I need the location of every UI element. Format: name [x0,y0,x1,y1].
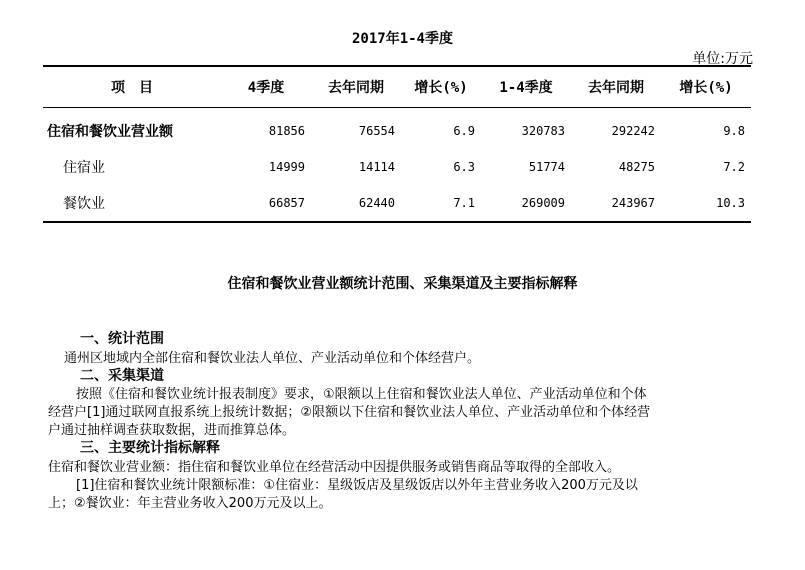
header-q4: 4季度 [221,66,311,108]
section-heading: 三、主要统计指标解释 [80,440,220,456]
section-text: 经营户[1]通过联网直报系统上报统计数据；②限额以下住宿和餐饮业法人单位、产业活动单位和个体经营 [48,405,651,420]
notes-title: 住宿和餐饮业营业额统计范围、采集渠道及主要指标解释 [227,276,578,292]
cell: 14114 [358,160,395,174]
header-q4-growth: 增长(%) [401,66,481,108]
cell: 9.8 [723,124,745,138]
cell: 51774 [528,160,565,174]
header-q4-last-year: 去年同期 [311,66,401,108]
cell: 62440 [358,196,395,210]
table-row [43,149,751,185]
section-text: 按照《住宿和餐饮业统计报表制度》要求，①限额以上住宿和餐饮业法人单位、产业活动单位和个体 [76,387,647,402]
cell: 81856 [268,124,305,138]
cell: 76554 [358,124,395,138]
unit-label: 单位:万元 [692,51,753,67]
row-name: 餐饮业 [63,196,105,212]
table-row [43,108,751,150]
section-text: 户通过抽样调查获取数据，进而推算总体。 [48,423,296,438]
section-heading: 一、统计范围 [80,331,164,347]
header-q1-4-growth: 增长(%) [661,66,751,108]
table-header-row [43,66,751,108]
cell: 66857 [268,196,305,210]
header-item: 项 目 [43,66,221,108]
cell: 48275 [618,160,655,174]
cell: 292242 [611,124,655,138]
cell: 320783 [521,124,565,138]
table-row [43,185,751,222]
cell: 10.3 [716,196,745,210]
cell: 243967 [611,196,655,210]
footnote: 上；②餐饮业：年主营业务收入200万元及以上。 [48,496,332,511]
cell: 6.9 [453,124,475,138]
cell: 7.1 [453,196,475,210]
data-table [43,65,751,223]
cell: 269009 [521,196,565,210]
header-q1-4-last-year: 去年同期 [571,66,661,108]
section-text: 住宿和餐饮业营业额：指住宿和餐饮业单位在经营活动中因提供服务或销售商品等取得的全部收入。 [48,460,621,475]
section-heading: 二、采集渠道 [80,368,164,384]
row-name: 住宿业 [63,160,105,176]
cell: 7.2 [723,160,745,174]
page-title: 2017年1-4季度 [351,31,453,47]
footnote: [1]住宿和餐饮业统计限额标准：①住宿业：星级饭店及星级饭店以外年主营业务收入200万元及以 [76,478,638,493]
cell: 14999 [268,160,305,174]
section-text: 通州区地域内全部住宿和餐饮业法人单位、产业活动单位和个体经营户。 [64,351,481,366]
header-q1-4: 1-4季度 [481,66,571,108]
row-name: 住宿和餐饮业营业额 [47,124,173,140]
cell: 6.3 [453,160,475,174]
